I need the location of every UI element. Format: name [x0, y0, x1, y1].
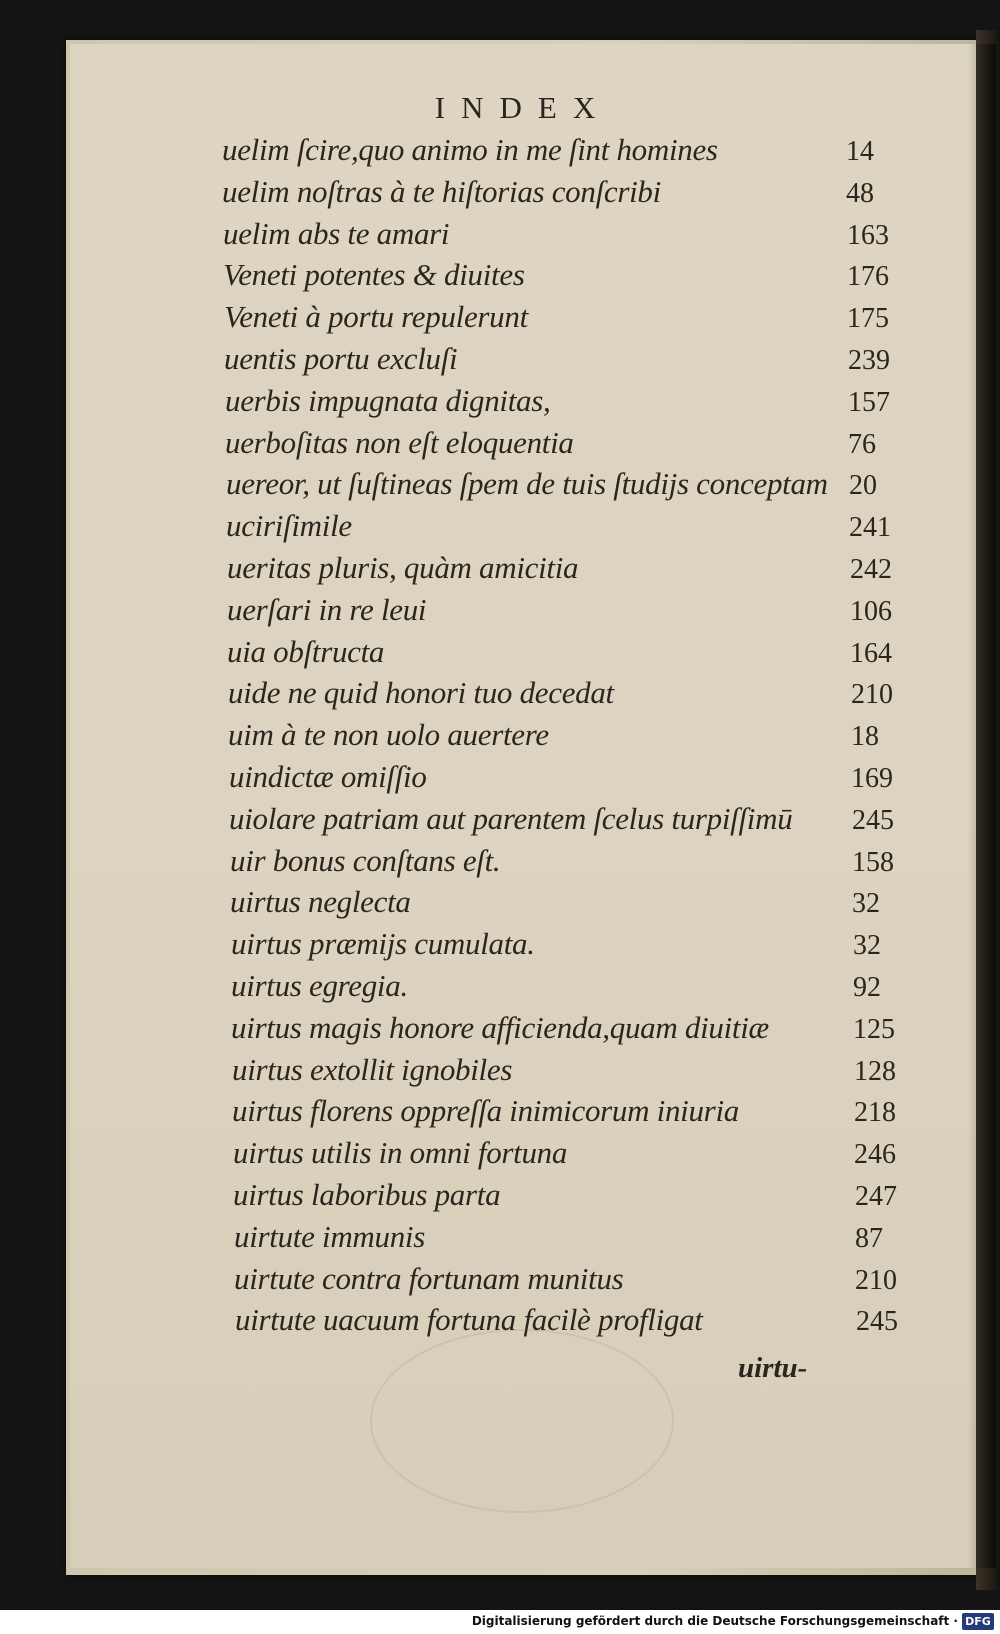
index-term: uerſari in re leui — [227, 592, 427, 627]
index-term: uirtute uacuum fortuna facilè profligat — [235, 1302, 703, 1337]
digitization-footer — [0, 1610, 1000, 1634]
book-page — [70, 44, 976, 1568]
index-term: uelim abs te amari — [223, 216, 450, 251]
index-term: Veneti à portu repulerunt — [224, 299, 528, 334]
page-number: 48 — [846, 178, 874, 209]
index-entry — [224, 299, 889, 339]
index-term: uereor, ut ſuſtineas ſpem de tuis ſtudijs conceptam — [226, 466, 828, 501]
index-term: uerboſitas non eſt eloquentia — [225, 425, 574, 460]
page-number: 32 — [853, 930, 881, 961]
index-entry — [225, 425, 876, 465]
page-number: 125 — [853, 1014, 895, 1045]
index-term: uir bonus conſtans eſt. — [230, 843, 501, 878]
page-number: 242 — [850, 554, 892, 585]
index-term: uirtus florens oppreſſa inimicorum iniuria — [232, 1093, 739, 1128]
index-entry — [228, 675, 893, 715]
page-number: 247 — [855, 1181, 897, 1212]
index-entry — [226, 508, 891, 548]
page-number: 175 — [847, 303, 889, 334]
page-number: 176 — [847, 261, 889, 292]
index-term: uirtus magis honore afficienda,quam diuitiæ — [231, 1010, 769, 1045]
index-term: uelim noſtras à te hiſtorias conſcribi — [222, 174, 661, 209]
page-number: 157 — [848, 387, 890, 418]
page-number: 210 — [855, 1265, 897, 1296]
index-term: uciriſimile — [226, 508, 352, 543]
index-term: ueritas pluris, quàm amicitia — [227, 550, 579, 585]
catchword: uirtu- — [738, 1352, 808, 1384]
index-entry — [226, 466, 877, 506]
index-entry — [227, 634, 892, 674]
index-entry — [227, 592, 892, 632]
index-entry — [232, 1093, 896, 1133]
index-term: uim à te non uolo auertere — [228, 717, 549, 752]
page-number: 218 — [854, 1097, 896, 1128]
index-entry — [228, 717, 879, 757]
index-entry — [223, 257, 889, 297]
index-term: uirtus laboribus parta — [233, 1177, 501, 1212]
index-entry — [229, 759, 893, 799]
index-term: uirtus præmijs cumulata. — [231, 926, 535, 961]
page-number: 92 — [853, 972, 881, 1003]
index-entry — [229, 801, 894, 841]
index-term: uide ne quid honori tuo decedat — [228, 675, 614, 710]
index-entry — [234, 1219, 883, 1259]
page-number: 18 — [851, 721, 879, 752]
page-number: 20 — [849, 470, 877, 501]
page-number: 32 — [852, 888, 880, 919]
index-entry — [227, 550, 892, 590]
index-entry — [230, 843, 894, 883]
index-entry — [233, 1135, 896, 1175]
index-entry — [234, 1261, 897, 1301]
index-entry — [233, 1177, 897, 1217]
index-entry — [225, 383, 890, 423]
index-term: uiolare patriam aut parentem ſcelus turpiſſimū — [229, 801, 793, 836]
page-number: 169 — [851, 763, 893, 794]
index-entry — [222, 174, 874, 214]
page-number: 128 — [854, 1056, 896, 1087]
index-term: uindictæ omiſſio — [229, 759, 427, 794]
index-entry — [223, 216, 889, 256]
page-number: 163 — [847, 220, 889, 251]
running-head: INDEX — [434, 90, 612, 125]
index-term: uentis portu excluſi — [224, 341, 458, 376]
page-number: 106 — [850, 596, 892, 627]
index-term: uirtus extollit ignobiles — [232, 1052, 513, 1087]
index-term: uia obſtructa — [227, 634, 385, 669]
index-entry — [230, 884, 880, 924]
index-entry — [232, 1052, 896, 1092]
index-term: uelim ſcire,quo animo in me ſint homines — [222, 132, 718, 167]
index-entry — [224, 341, 890, 381]
index-term: uirtus egregia. — [231, 968, 408, 1003]
index-entry — [231, 926, 881, 966]
index-term: uerbis impugnata dignitas, — [225, 383, 551, 418]
dfg-logo: DFG — [962, 1613, 994, 1630]
funding-credit: Digitalisierung gefördert durch die Deutsche Forschungsgemeinschaft · — [471, 1614, 958, 1628]
index-term: uirtute contra fortunam munitus — [234, 1261, 624, 1296]
page-number: 76 — [848, 429, 876, 460]
index-entry — [222, 132, 874, 172]
paper-stain — [370, 1329, 674, 1513]
page-number: 14 — [846, 136, 874, 167]
page-number: 239 — [848, 345, 890, 376]
index-entry — [231, 968, 881, 1008]
page-number: 241 — [849, 512, 891, 543]
index-term: uirtus neglecta — [230, 884, 411, 919]
index-term: Veneti potentes & diuites — [223, 257, 525, 292]
index-entry — [231, 1010, 895, 1050]
page-number: 246 — [854, 1139, 896, 1170]
page-number: 245 — [856, 1306, 898, 1337]
page-number: 210 — [851, 679, 893, 710]
page-number: 158 — [852, 847, 894, 878]
page-number: 164 — [850, 638, 892, 669]
index-term: uirtute immunis — [234, 1219, 425, 1254]
page-number: 245 — [852, 805, 894, 836]
index-term: uirtus utilis in omni fortuna — [233, 1135, 568, 1170]
page-number: 87 — [855, 1223, 883, 1254]
